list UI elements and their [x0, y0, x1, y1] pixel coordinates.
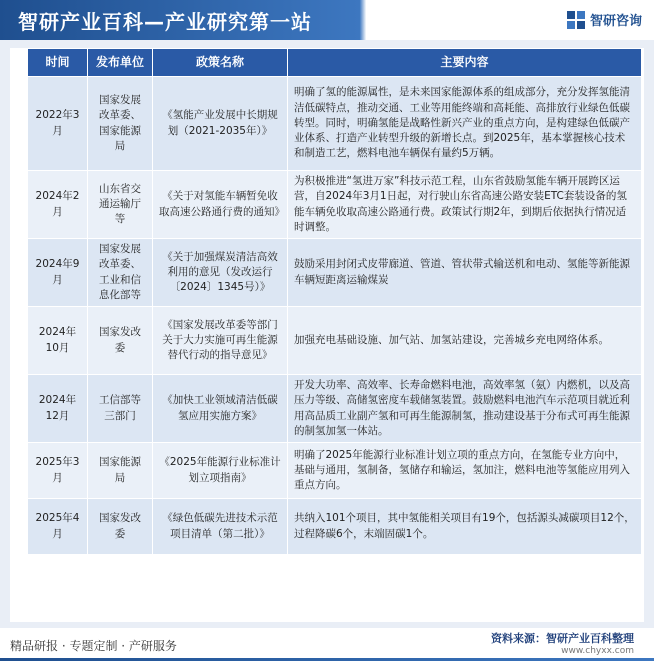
cell-publisher: 山东省交通运输厅等: [88, 171, 153, 239]
cell-publisher: 国家能源局: [88, 443, 153, 499]
table-header-row: [28, 49, 642, 77]
cell-time: 2022年3月: [28, 77, 88, 171]
column-header-policy: 政策名称: [153, 49, 288, 77]
table-row: [28, 171, 642, 239]
cell-publisher: 国家发改委: [88, 307, 153, 375]
cell-policy: 《绿色低碳先进技术示范项目清单（第二批）》: [153, 499, 288, 555]
cell-content: 共纳入101个项目，其中氢能相关项目有19个，包括源头减碳项目12个，过程降碳6个，末端固碳1个。: [288, 499, 642, 555]
table-row: [28, 375, 642, 443]
cell-policy: 《2025年能源行业标准计划立项指南》: [153, 443, 288, 499]
header-banner: [0, 0, 654, 40]
cell-policy: 《关于对氢能车辆暂免收取高速公路通行费的通知》: [153, 171, 288, 239]
cell-publisher: 国家发改委: [88, 499, 153, 555]
cell-publisher: 工信部等三部门: [88, 375, 153, 443]
site-title: 智研产业百科—产业研究第一站: [18, 10, 312, 34]
cell-time: 2024年10月: [28, 307, 88, 375]
brand-logo[interactable]: [567, 10, 642, 29]
table-row: [28, 307, 642, 375]
cell-time: 2025年3月: [28, 443, 88, 499]
brand-logo-text: 智研咨询: [589, 14, 642, 29]
cell-time: 2024年9月: [28, 239, 88, 307]
column-header-content: 主要内容: [288, 49, 642, 77]
column-header-time: 时间: [28, 49, 88, 77]
cell-time: 2025年4月: [28, 499, 88, 555]
cell-content: 明确了氢的能源属性，是未来国家能源体系的组成部分，充分发挥氢能清洁低碳特点，推动交通、工业等用能终端和高耗能、高排放行业绿色低碳转型。同时，明确氢能是战略性新兴产业的重点方向，是构建绿色低碳产业体系、打造产业转型升级的新增长点。到2025年，基本掌握核心技术和制造工艺，燃料电池车辆保有量约5万辆。: [288, 77, 642, 171]
cell-content: 为积极推进“氢进万家”科技示范工程，山东省鼓励氢能车辆开展跨区运营，自2024年3月1日起，对行驶山东省高速公路安装ETC套装设备的氢能车辆免收取高速公路通行费。政策试行期2年，到期后依据执行情况适时调整。: [288, 171, 642, 239]
cell-policy: 《加快工业领域清洁低碳氢应用实施方案》: [153, 375, 288, 443]
cell-time: 2024年12月: [28, 375, 88, 443]
cell-policy: 《国家发展改革委等部门关于大力实施可再生能源替代行动的指导意见》: [153, 307, 288, 375]
column-header-publisher: 发布单位: [88, 49, 153, 77]
footer-services: 精品研报 · 专题定制 · 产研服务: [10, 639, 177, 653]
cell-content: 鼓励采用封闭式皮带廊道、管道、管状带式输送机和电动、氢能等新能源车辆短距离运输煤炭: [288, 239, 642, 307]
footer-url[interactable]: www.chyxx.com: [561, 646, 634, 656]
cell-time: 2024年2月: [28, 171, 88, 239]
table-row: [28, 499, 642, 555]
footer-source: 资料来源：智研产业百科整理: [491, 632, 634, 645]
cell-content: 加强充电基础设施、加气站、加氢站建设，完善城乡充电网络体系。: [288, 307, 642, 375]
cell-content: 明确了2025年能源行业标准计划立项的重点方向，在氢能专业方向中，基础与通用，氢制备，氢储存和输运，氢加注，燃料电池等氢能应用列入重点方向。: [288, 443, 642, 499]
table-row: [28, 239, 642, 307]
cell-policy: 《关于加强煤炭清洁高效利用的意见（发改运行〔2024〕1345号）》: [153, 239, 288, 307]
cell-policy: 《氢能产业发展中长期规划（2021-2035年）》: [153, 77, 288, 171]
footer: [0, 628, 654, 661]
cell-publisher: 国家发展改革委、国家能源局: [88, 77, 153, 171]
policy-table: [27, 48, 642, 555]
table-row: [28, 77, 642, 171]
cell-content: 开发大功率、高效率、长寿命燃料电池，高效率氢（氨）内燃机，以及高压力等级、高储氢密度车载储氢装置。鼓励燃料电池汽车示范项目就近利用高品质工业副产氢和可再生能源制氢，推动建设基于分布式可再生能源的制氢加氢一体站。: [288, 375, 642, 443]
table-row: [28, 443, 642, 499]
cell-publisher: 国家发展改革委、工业和信息化部等: [88, 239, 153, 307]
brand-logo-icon: [567, 11, 585, 29]
